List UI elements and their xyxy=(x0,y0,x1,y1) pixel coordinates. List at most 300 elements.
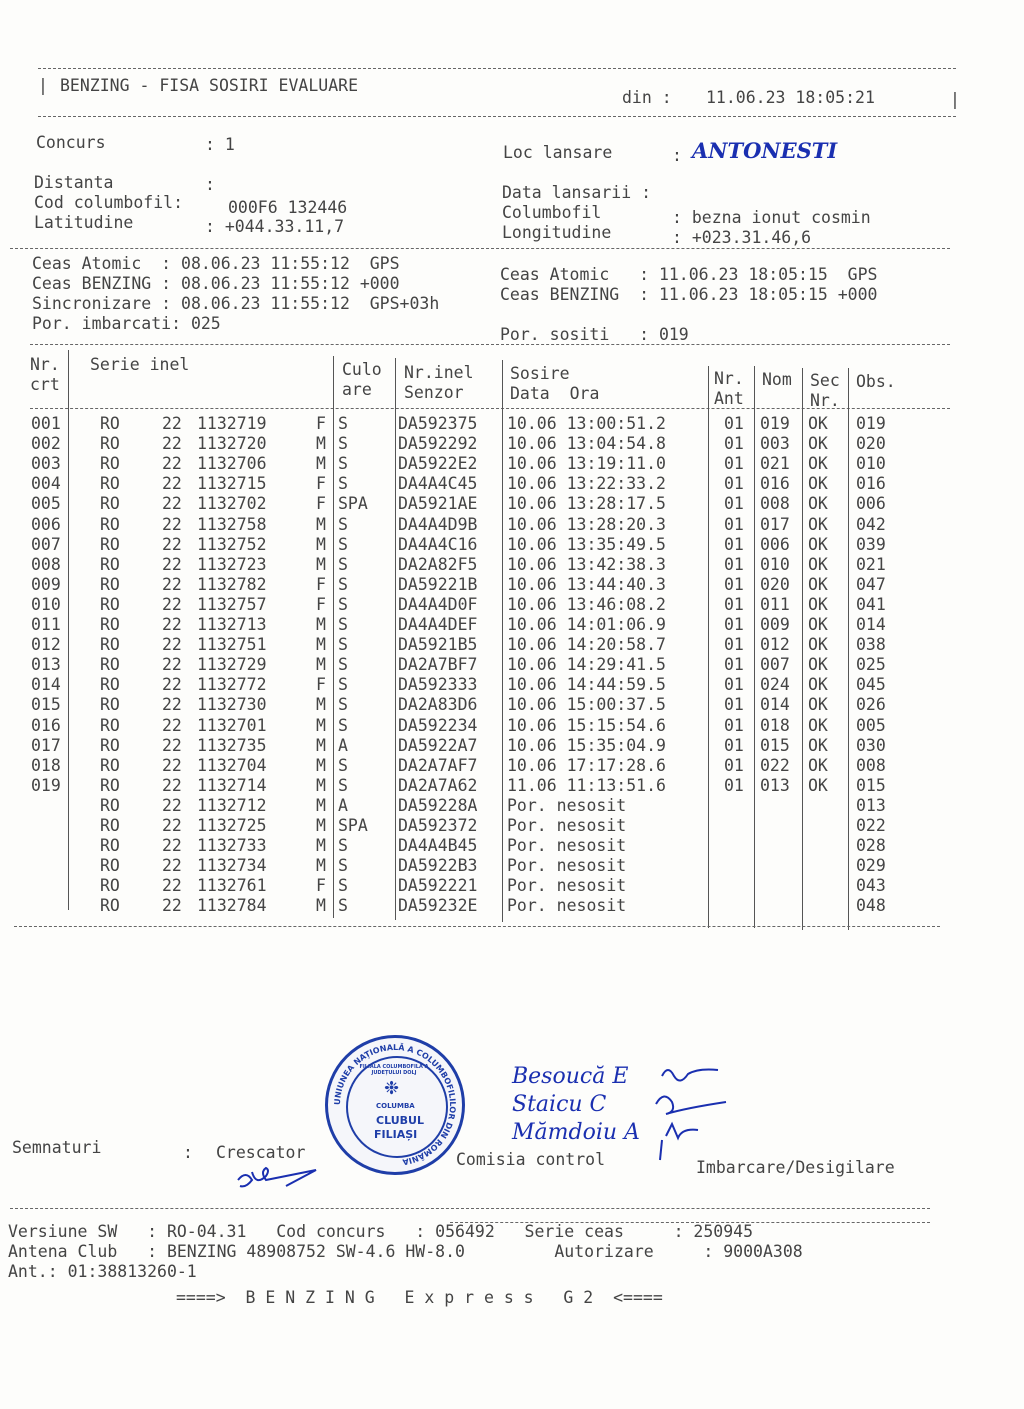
col-header-nrant-1: Nr. xyxy=(714,369,744,388)
row-ring: 1132729 xyxy=(197,655,267,675)
row-nom: 021 xyxy=(760,454,790,474)
row-country: RO xyxy=(100,876,120,896)
row-arrival: 10.06 13:42:38.3 xyxy=(507,554,666,574)
row-sex: M xyxy=(316,434,326,454)
row-sec: OK xyxy=(808,574,828,594)
row-color: SPA xyxy=(338,494,368,514)
row-antenna: 01 xyxy=(724,574,744,594)
table-row xyxy=(0,796,1024,816)
row-sensor: DA59228A xyxy=(398,795,478,815)
row-antenna: 01 xyxy=(724,735,744,755)
official-stamp xyxy=(325,1035,465,1175)
row-country: RO xyxy=(100,454,120,474)
col-header-culoare-2: are xyxy=(342,380,372,399)
row-sensor: DA59232E xyxy=(398,896,478,916)
row-sensor: DA2A82F5 xyxy=(398,554,478,574)
row-nom: 009 xyxy=(760,615,790,634)
row-year: 22 xyxy=(162,735,182,755)
row-year: 22 xyxy=(162,655,182,675)
table-row xyxy=(0,756,1024,776)
row-nom: 010 xyxy=(760,554,790,574)
row-arrival: 10.06 14:44:59.5 xyxy=(507,675,666,695)
row-arrival: 10.06 15:15:54.6 xyxy=(507,715,666,735)
row-year: 22 xyxy=(162,414,182,433)
row-ring: 1132715 xyxy=(197,474,267,494)
table-row xyxy=(0,595,1024,615)
handwritten-name-3: Mămdoiu A xyxy=(512,1120,640,1145)
row-sec: OK xyxy=(808,554,828,574)
row-nom: 014 xyxy=(760,695,790,715)
row-nom: 003 xyxy=(760,434,790,454)
row-antenna: 01 xyxy=(724,594,744,614)
row-ring: 1132704 xyxy=(197,755,267,775)
row-nom: 018 xyxy=(760,715,790,735)
row-nom: 012 xyxy=(760,635,790,655)
row-obs: 043 xyxy=(856,876,886,896)
row-obs: 025 xyxy=(856,655,886,675)
row-nr: 007 xyxy=(31,534,61,554)
row-antenna: 01 xyxy=(724,434,744,454)
por-sositi: Por. sositi : 019 xyxy=(500,325,689,344)
row-sex: M xyxy=(316,554,326,574)
row-sex: M xyxy=(316,615,326,634)
row-sensor: DA5922A7 xyxy=(398,735,478,755)
row-year: 22 xyxy=(162,856,182,876)
footer-line-1: Versiune SW : RO-04.31 Cod concurs : 056492 Serie ceas : 250945 xyxy=(8,1222,754,1241)
row-sec: OK xyxy=(808,655,828,675)
row-sensor: DA5922B3 xyxy=(398,856,478,876)
row-ring: 1132751 xyxy=(197,635,267,655)
row-sensor: DA4A4D0F xyxy=(398,594,478,614)
row-sensor: DA592372 xyxy=(398,816,478,835)
row-ring: 1132701 xyxy=(197,715,267,735)
row-antenna: 01 xyxy=(724,755,744,775)
footer-rule-1 xyxy=(10,1208,930,1209)
row-arrival: 10.06 14:29:41.5 xyxy=(507,655,666,675)
row-nr: 016 xyxy=(31,715,61,735)
row-arrival: Por. nesosit xyxy=(507,856,627,876)
row-year: 22 xyxy=(162,494,182,514)
row-year: 22 xyxy=(162,755,182,775)
row-color: S xyxy=(338,534,348,554)
columbofil-value: : bezna ionut cosmin xyxy=(672,208,871,227)
footer-banner: ====> B E N Z I N G E x p r e s s G 2 <==== xyxy=(176,1288,663,1307)
row-sensor: DA592234 xyxy=(398,715,478,735)
row-arrival: 10.06 13:22:33.2 xyxy=(507,474,666,494)
row-color: S xyxy=(338,876,348,896)
col-header-nom: Nom xyxy=(762,370,792,389)
table-row xyxy=(0,635,1024,655)
row-nr: 008 xyxy=(31,554,61,574)
row-sex: M xyxy=(316,454,326,474)
table-row xyxy=(0,474,1024,494)
row-obs: 016 xyxy=(856,474,886,494)
row-obs: 030 xyxy=(856,735,886,755)
print-date: 11.06.23 18:05:21 xyxy=(706,88,875,107)
row-arrival: 10.06 13:00:51.2 xyxy=(507,414,666,433)
row-ring: 1132713 xyxy=(197,615,267,634)
col-header-sosire-2: Data Ora xyxy=(510,384,600,403)
row-color: S xyxy=(338,635,348,655)
col-header-nrinel-1: Nr.inel xyxy=(404,363,474,382)
row-sensor: DA4A4DEF xyxy=(398,615,478,634)
row-year: 22 xyxy=(162,695,182,715)
row-antenna: 01 xyxy=(724,715,744,735)
row-sec: OK xyxy=(808,514,828,534)
row-ring: 1132772 xyxy=(197,675,267,695)
row-antenna: 01 xyxy=(724,414,744,433)
row-color: S xyxy=(338,594,348,614)
row-year: 22 xyxy=(162,675,182,695)
row-sensor: DA592292 xyxy=(398,434,478,454)
row-color: S xyxy=(338,655,348,675)
stamp-inner-text: FILIALA COLUMBOFILĂ A JUDEȚULUI DOLJ xyxy=(359,1064,429,1076)
signature-scribble-4 xyxy=(660,1140,662,1160)
row-sensor: DA592375 xyxy=(398,414,478,433)
row-nr: 019 xyxy=(31,775,61,795)
col-header-nrinel-2: Senzor xyxy=(404,383,464,402)
row-arrival: 10.06 13:28:17.5 xyxy=(507,494,666,514)
columbofil-label: Columbofil xyxy=(502,203,602,222)
row-nr: 002 xyxy=(31,434,61,454)
row-arrival: Por. nesosit xyxy=(507,896,627,916)
signature-scribble-3 xyxy=(666,1124,698,1138)
table-row xyxy=(0,575,1024,595)
row-nr: 004 xyxy=(31,474,61,494)
row-nom: 011 xyxy=(760,594,790,614)
row-year: 22 xyxy=(162,836,182,856)
row-country: RO xyxy=(100,896,120,916)
table-row xyxy=(0,414,1024,434)
row-ring: 1132757 xyxy=(197,594,267,614)
clock-right-1: Ceas Atomic : 11.06.23 18:05:15 GPS xyxy=(500,265,878,284)
row-ring: 1132761 xyxy=(197,876,267,896)
table-top-rule xyxy=(30,344,950,345)
row-color: S xyxy=(338,775,348,795)
stamp-outer-text: UNIUNEA NAȚIONALĂ A COLUMBOFILILOR DIN ROMÂNIA xyxy=(332,1042,458,1167)
row-arrival: 10.06 13:04:54.8 xyxy=(507,434,666,454)
header-rule xyxy=(38,116,956,117)
row-antenna: 01 xyxy=(724,695,744,715)
row-country: RO xyxy=(100,534,120,554)
row-nr: 018 xyxy=(31,755,61,775)
row-sex: M xyxy=(316,836,326,856)
right-bar: | xyxy=(950,90,960,109)
loc-lansare-handwritten: ANTONESTI xyxy=(692,138,838,163)
footer-line-2: Antena Club : BENZING 48908752 SW-4.6 HW-8.0 Autorizare : 9000A308 xyxy=(8,1242,803,1261)
row-year: 22 xyxy=(162,775,182,795)
row-sex: F xyxy=(316,474,326,494)
col-header-serie-inel: Serie inel xyxy=(90,355,190,374)
row-ring: 1132734 xyxy=(197,856,267,876)
table-row xyxy=(0,716,1024,736)
row-sec: OK xyxy=(808,454,828,474)
row-ring: 1132735 xyxy=(197,735,267,755)
stamp-logo: ❉ xyxy=(384,1078,400,1099)
row-sensor: DA59221B xyxy=(398,574,478,594)
col-header-nrant-2: Ant xyxy=(714,389,744,408)
row-country: RO xyxy=(100,434,120,454)
row-year: 22 xyxy=(162,514,182,534)
row-country: RO xyxy=(100,594,120,614)
row-arrival: Por. nesosit xyxy=(507,816,627,835)
row-year: 22 xyxy=(162,534,182,554)
footer-line-3: Ant.: 01:38813260-1 xyxy=(8,1262,197,1281)
table-row xyxy=(0,494,1024,514)
row-country: RO xyxy=(100,735,120,755)
row-sex: M xyxy=(316,816,326,835)
row-arrival: 10.06 13:28:20.3 xyxy=(507,514,666,534)
row-year: 22 xyxy=(162,816,182,835)
row-arrival: 10.06 17:17:28.6 xyxy=(507,755,666,775)
row-sec: OK xyxy=(808,434,828,454)
col-header-sosire-1: Sosire xyxy=(510,364,570,383)
table-row xyxy=(0,896,1024,916)
row-country: RO xyxy=(100,856,120,876)
row-sensor: DA2A7AF7 xyxy=(398,755,478,775)
row-year: 22 xyxy=(162,554,182,574)
por-imbarcati: Por. imbarcati: 025 xyxy=(32,314,221,333)
row-nr: 009 xyxy=(31,574,61,594)
distanta-value: : xyxy=(205,175,215,194)
row-ring: 1132725 xyxy=(197,816,267,835)
table-row xyxy=(0,695,1024,715)
row-sex: F xyxy=(316,494,326,514)
row-country: RO xyxy=(100,655,120,675)
stamp-clubul: CLUBUL xyxy=(376,1114,424,1127)
row-arrival: 10.06 13:44:40.3 xyxy=(507,574,666,594)
row-year: 22 xyxy=(162,876,182,896)
handwritten-name-2: Staicu C xyxy=(512,1092,607,1117)
row-arrival: 10.06 13:35:49.5 xyxy=(507,534,666,554)
row-obs: 038 xyxy=(856,635,886,655)
row-color: S xyxy=(338,896,348,916)
row-year: 22 xyxy=(162,896,182,916)
row-country: RO xyxy=(100,615,120,634)
row-sec: OK xyxy=(808,635,828,655)
col-header-sec-2: Nr. xyxy=(810,391,840,410)
row-color: S xyxy=(338,574,348,594)
row-sex: M xyxy=(316,896,326,916)
row-sec: OK xyxy=(808,615,828,634)
row-sensor: DA592221 xyxy=(398,876,478,896)
table-header-rule xyxy=(30,408,950,409)
row-antenna: 01 xyxy=(724,675,744,695)
row-nom: 015 xyxy=(760,735,790,755)
row-nom: 017 xyxy=(760,514,790,534)
latitudine-value: : +044.33.11,7 xyxy=(205,217,345,236)
row-sex: M xyxy=(316,795,326,815)
row-nom: 020 xyxy=(760,574,790,594)
concurs-value: : 1 xyxy=(205,135,235,154)
table-row xyxy=(0,736,1024,756)
row-nr: 011 xyxy=(31,615,61,634)
row-obs: 045 xyxy=(856,675,886,695)
data-lansarii-label: Data lansarii : xyxy=(502,183,652,202)
table-row xyxy=(0,876,1024,896)
row-sex: M xyxy=(316,635,326,655)
row-nom: 006 xyxy=(760,534,790,554)
row-sec: OK xyxy=(808,414,828,433)
row-obs: 020 xyxy=(856,434,886,454)
latitudine-label: Latitudine xyxy=(34,213,134,232)
row-ring: 1132723 xyxy=(197,554,267,574)
row-sex: M xyxy=(316,755,326,775)
row-country: RO xyxy=(100,715,120,735)
row-antenna: 01 xyxy=(724,775,744,795)
row-color: S xyxy=(338,755,348,775)
row-year: 22 xyxy=(162,795,182,815)
row-obs: 021 xyxy=(856,554,886,574)
row-ring: 1132733 xyxy=(197,836,267,856)
table-row xyxy=(0,816,1024,836)
row-sex: F xyxy=(316,876,326,896)
row-nr: 015 xyxy=(31,695,61,715)
stamp-inner-ring xyxy=(346,1056,448,1158)
row-arrival: 10.06 13:19:11.0 xyxy=(507,454,666,474)
row-antenna: 01 xyxy=(724,514,744,534)
row-country: RO xyxy=(100,514,120,534)
row-nom: 016 xyxy=(760,474,790,494)
row-year: 22 xyxy=(162,434,182,454)
row-arrival: 11.06 11:13:51.6 xyxy=(507,775,666,795)
crescator-label: Crescator xyxy=(216,1143,306,1162)
row-sex: M xyxy=(316,534,326,554)
row-color: S xyxy=(338,675,348,695)
longitudine-label: Longitudine xyxy=(502,223,612,242)
row-country: RO xyxy=(100,795,120,815)
row-nr: 017 xyxy=(31,735,61,755)
row-antenna: 01 xyxy=(724,474,744,494)
row-ring: 1132712 xyxy=(197,795,267,815)
row-nom: 013 xyxy=(760,775,790,795)
row-nr: 013 xyxy=(31,655,61,675)
semnaturi-colon: : xyxy=(183,1143,193,1162)
clock-left-2: Ceas BENZING : 08.06.23 11:55:12 +000 xyxy=(32,274,400,293)
row-arrival: 10.06 14:20:58.7 xyxy=(507,635,666,655)
row-sec: OK xyxy=(808,594,828,614)
row-ring: 1132714 xyxy=(197,775,267,795)
row-nom: 024 xyxy=(760,675,790,695)
table-row xyxy=(0,675,1024,695)
row-sex: M xyxy=(316,514,326,534)
row-ring: 1132730 xyxy=(197,695,267,715)
row-obs: 013 xyxy=(856,795,886,815)
row-nom: 008 xyxy=(760,494,790,514)
row-nr: 014 xyxy=(31,675,61,695)
row-sec: OK xyxy=(808,534,828,554)
row-country: RO xyxy=(100,836,120,856)
row-color: A xyxy=(338,795,348,815)
row-color: S xyxy=(338,715,348,735)
row-obs: 047 xyxy=(856,574,886,594)
report-title: BENZING - FISA SOSIRI EVALUARE xyxy=(60,76,359,95)
row-nr: 001 xyxy=(31,414,61,433)
row-sensor: DA5921AE xyxy=(398,494,478,514)
row-sensor: DA4A4C45 xyxy=(398,474,478,494)
row-nr: 012 xyxy=(31,635,61,655)
table-row xyxy=(0,615,1024,635)
row-sensor: DA2A7A62 xyxy=(398,775,478,795)
row-color: S xyxy=(338,414,348,433)
row-ring: 1132758 xyxy=(197,514,267,534)
row-antenna: 01 xyxy=(724,554,744,574)
row-antenna: 01 xyxy=(724,534,744,554)
row-country: RO xyxy=(100,695,120,715)
row-obs: 041 xyxy=(856,594,886,614)
col-header-culoare-1: Culo xyxy=(342,360,382,379)
row-country: RO xyxy=(100,755,120,775)
row-ring: 1132706 xyxy=(197,454,267,474)
concurs-label: Concurs xyxy=(36,133,106,152)
row-sec: OK xyxy=(808,695,828,715)
row-color: S xyxy=(338,615,348,634)
row-nr: 010 xyxy=(31,594,61,614)
col-header-nr: Nr. xyxy=(30,355,60,374)
row-sensor: DA5922E2 xyxy=(398,454,478,474)
info-rule xyxy=(10,248,950,249)
row-color: S xyxy=(338,474,348,494)
row-sex: M xyxy=(316,735,326,755)
table-row xyxy=(0,836,1024,856)
row-sex: M xyxy=(316,655,326,675)
row-nom: 019 xyxy=(760,414,790,433)
row-obs: 019 xyxy=(856,414,886,433)
row-arrival: 10.06 15:00:37.5 xyxy=(507,695,666,715)
distanta-label: Distanta xyxy=(34,173,114,192)
handwritten-name-1: Besoucă E xyxy=(512,1064,629,1089)
table-row xyxy=(0,434,1024,454)
row-sensor: DA4A4C16 xyxy=(398,534,478,554)
row-year: 22 xyxy=(162,615,182,634)
row-ring: 1132782 xyxy=(197,574,267,594)
stamp-filiasi: FILIAȘI xyxy=(374,1128,418,1141)
row-sensor: DA592333 xyxy=(398,675,478,695)
row-obs: 014 xyxy=(856,615,886,634)
row-obs: 010 xyxy=(856,454,886,474)
imbarcare-label: Imbarcare/Desigilare xyxy=(696,1158,895,1177)
row-arrival: Por. nesosit xyxy=(507,876,627,896)
row-sex: M xyxy=(316,715,326,735)
row-nr: 005 xyxy=(31,494,61,514)
row-country: RO xyxy=(100,414,120,433)
row-sec: OK xyxy=(808,735,828,755)
row-arrival: 10.06 14:01:06.9 xyxy=(507,615,666,634)
row-year: 22 xyxy=(162,635,182,655)
table-row xyxy=(0,555,1024,575)
row-obs: 015 xyxy=(856,775,886,795)
row-color: S xyxy=(338,695,348,715)
row-obs: 048 xyxy=(856,896,886,916)
row-sec: OK xyxy=(808,494,828,514)
row-arrival: Por. nesosit xyxy=(507,836,627,856)
signature-scribble-1 xyxy=(662,1070,718,1081)
row-obs: 039 xyxy=(856,534,886,554)
row-obs: 006 xyxy=(856,494,886,514)
row-antenna: 01 xyxy=(724,635,744,655)
row-color: S xyxy=(338,454,348,474)
clock-right-2: Ceas BENZING : 11.06.23 18:05:15 +000 xyxy=(500,285,878,304)
row-obs: 026 xyxy=(856,695,886,715)
table-row xyxy=(0,454,1024,474)
table-row xyxy=(0,535,1024,555)
row-color: S xyxy=(338,554,348,574)
cod-columbofil-label: Cod columbofil: xyxy=(34,193,184,212)
row-ring: 1132784 xyxy=(197,896,267,916)
row-arrival: Por. nesosit xyxy=(507,795,627,815)
row-country: RO xyxy=(100,675,120,695)
row-obs: 008 xyxy=(856,755,886,775)
